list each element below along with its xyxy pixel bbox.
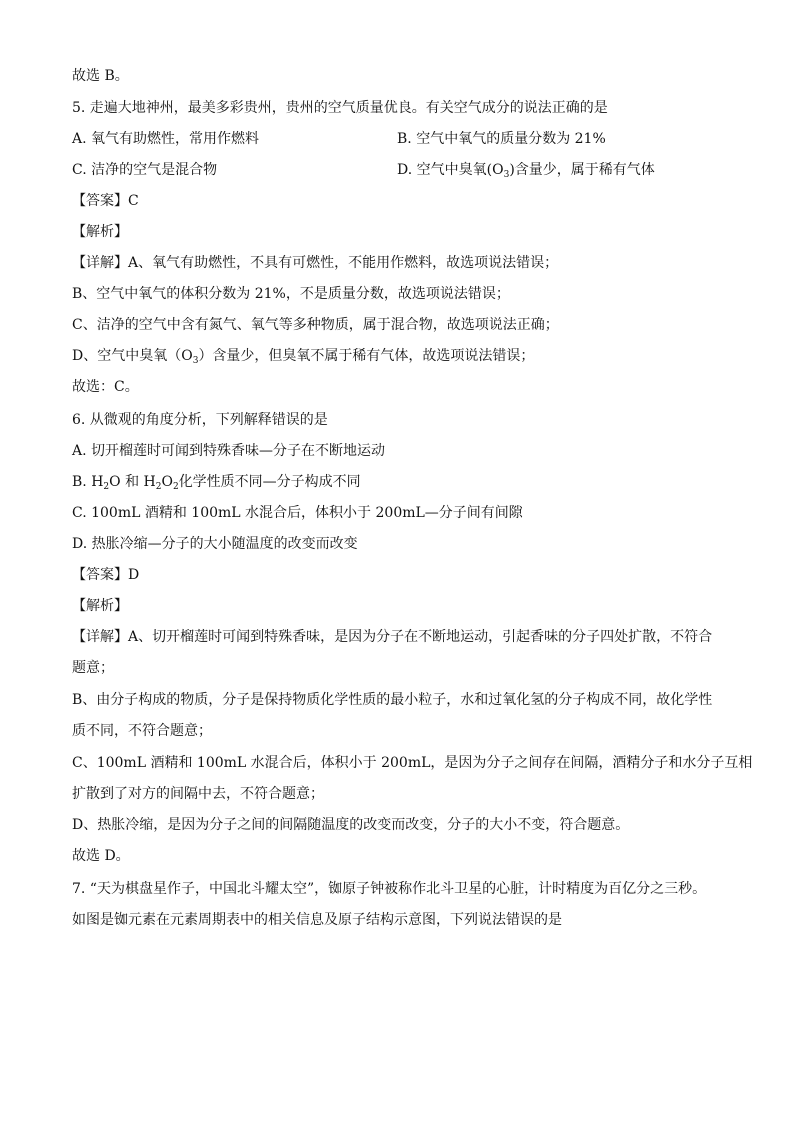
question-6-detail-c: C、100mL 酒精和 100mL 水混合后，体积小于 200mL，是因为分子之间存在间隔，酒精分子和水分子互相 bbox=[72, 755, 753, 771]
question-6-detail-c-cont: 扩散到了对方的间隔中去，不符合题意； bbox=[72, 786, 324, 802]
question-6-stem: 6. 从微观的角度分析，下列解释错误的是 bbox=[72, 412, 328, 428]
question-6-detail-a: 【详解】A、切开榴莲时可闻到特殊香味，是因为分子在不断地运动，引起香味的分子四处扩散，不符合 bbox=[72, 629, 713, 645]
question-6-option-c: C. 100mL 酒精和 100mL 水混合后，体积小于 200mL—分子间有间隙 bbox=[72, 505, 523, 521]
question-5-option-b: B. 空气中氧气的质量分数为 21% bbox=[397, 131, 606, 147]
question-6-detail-b-cont: 质不同，不符合题意； bbox=[72, 723, 212, 739]
previous-answer-conclusion: 故选 B。 bbox=[72, 68, 129, 84]
question-6-option-b bbox=[72, 472, 361, 492]
option-d-text: D. 空气中臭氧(O bbox=[397, 162, 504, 178]
option-b-text-2: O 和 H bbox=[109, 474, 156, 490]
question-6-detail-a-cont: 题意； bbox=[72, 660, 114, 676]
question-6-choice: 故选 D。 bbox=[72, 848, 130, 864]
option-d-text-end: )含量少，属于稀有气体 bbox=[509, 162, 655, 178]
question-5-option-c: C. 洁净的空气是混合物 bbox=[72, 162, 218, 178]
subscript: 2 bbox=[155, 482, 162, 492]
option-b-text: B. H bbox=[72, 474, 104, 490]
question-7-stem-line-2: 如图是铷元素在元素周期表中的相关信息及原子结构示意图，下列说法错误的是 bbox=[72, 912, 562, 928]
question-5-analysis-heading: 【解析】 bbox=[72, 224, 128, 240]
question-6-option-d: D. 热胀冷缩—分子的大小随温度的改变而改变 bbox=[72, 536, 358, 552]
question-5-choice: 故选：C。 bbox=[72, 379, 139, 395]
option-b-text-4: 化学性质不同—分子构成不同 bbox=[178, 474, 361, 490]
question-5-stem: 5. 走遍大地神州，最美多彩贵州，贵州的空气质量优良。有关空气成分的说法正确的是 bbox=[72, 100, 608, 116]
subscript: 3 bbox=[503, 170, 510, 180]
question-6-analysis-heading: 【解析】 bbox=[72, 598, 128, 614]
subscript: 2 bbox=[172, 482, 179, 492]
question-7-stem-line-1: 7. “天为棋盘星作子，中国北斗耀太空”，铷原子钟被称作北斗卫星的心脏，计时精度为百亿分之三秒。 bbox=[72, 881, 707, 897]
question-5-detail-d bbox=[72, 346, 534, 366]
question-6-detail-b: B、由分子构成的物质，分子是保持物质化学性质的最小粒子，水和过氧化氢的分子构成不同，故化学性 bbox=[72, 692, 713, 708]
question-5-option-d bbox=[397, 160, 655, 180]
detail-d-text: D、空气中臭氧（O bbox=[72, 348, 193, 364]
question-6-option-a: A. 切开榴莲时可闻到特殊香味—分子在不断地运动 bbox=[72, 443, 386, 459]
question-6-answer: 【答案】D bbox=[72, 567, 140, 583]
subscript: 3 bbox=[192, 356, 199, 366]
question-5-answer: 【答案】C bbox=[72, 193, 139, 209]
detail-d-text-end: ）含量少，但臭氧不属于稀有气体，故选项说法错误； bbox=[198, 348, 535, 364]
option-b-text-3: O bbox=[161, 474, 173, 490]
question-6-detail-d: D、热胀冷缩，是因为分子之间的间隔随温度的改变而改变，分子的大小不变，符合题意。 bbox=[72, 817, 630, 833]
question-5-detail-a: 【详解】A、氧气有助燃性，不具有可燃性，不能用作燃料，故选项说法错误； bbox=[72, 255, 559, 271]
question-5-detail-c: C、洁净的空气中含有氮气、氧气等多种物质，属于混合物，故选项说法正确； bbox=[72, 317, 559, 333]
question-5-detail-b: B、空气中氧气的体积分数为 21%，不是质量分数，故选项说法错误； bbox=[72, 286, 510, 302]
question-5-option-a: A. 氧气有助燃性，常用作燃料 bbox=[72, 131, 260, 147]
subscript: 2 bbox=[103, 482, 110, 492]
